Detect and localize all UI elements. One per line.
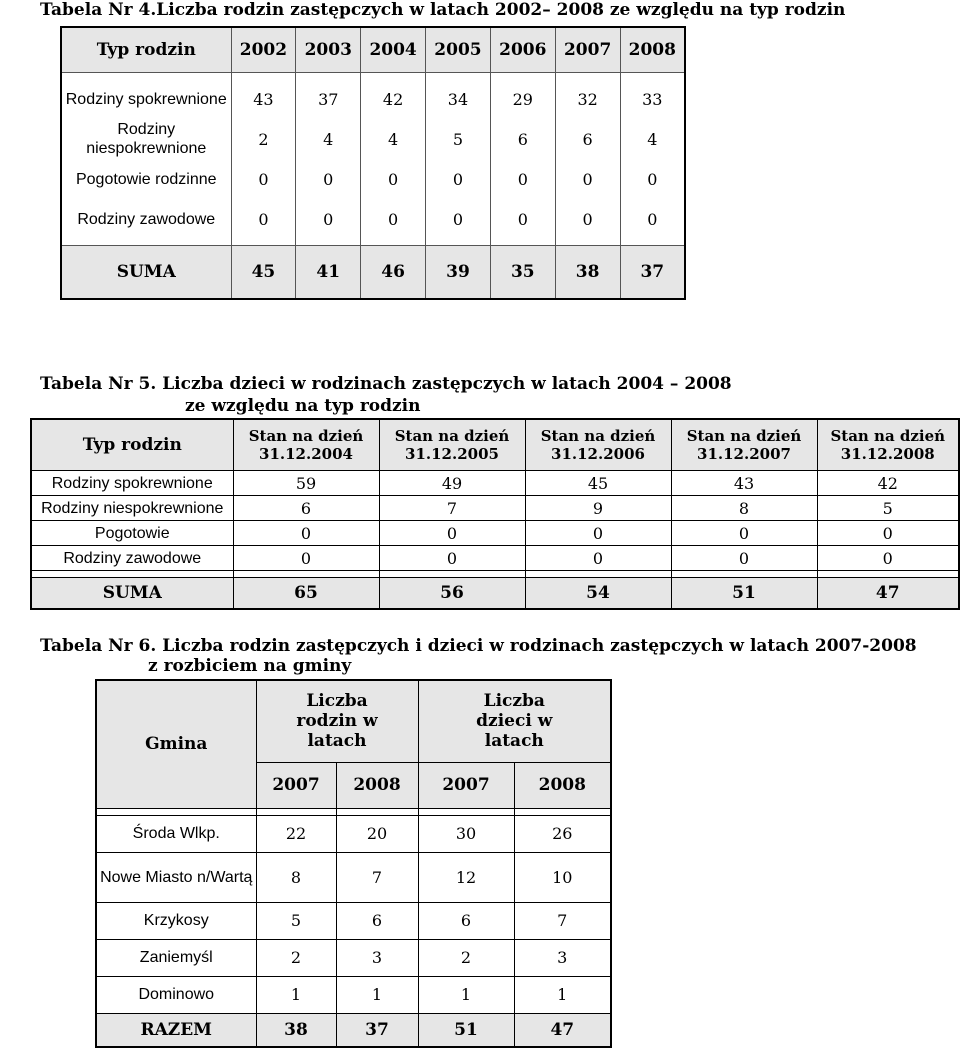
cell: 2 bbox=[231, 119, 296, 159]
cell: 0 bbox=[233, 546, 379, 571]
table5-header-date: Stan na dzień 31.12.2008 bbox=[817, 419, 959, 471]
cell: 6 bbox=[336, 902, 418, 939]
sum-cell: 41 bbox=[296, 246, 361, 300]
table5-header-type: Typ rodzin bbox=[31, 419, 233, 471]
row-label: Rodziny spokrewnione bbox=[61, 79, 231, 119]
cell: 1 bbox=[514, 976, 611, 1013]
cell: 34 bbox=[426, 79, 491, 119]
cell: 8 bbox=[256, 852, 336, 902]
cell: 30 bbox=[418, 815, 514, 852]
sum-cell: 35 bbox=[490, 246, 555, 300]
row-label: Dominowo bbox=[96, 976, 256, 1013]
cell: 0 bbox=[525, 521, 671, 546]
row-label: Krzykosy bbox=[96, 902, 256, 939]
table-row bbox=[61, 159, 685, 199]
table4 bbox=[60, 26, 686, 300]
table5 bbox=[30, 418, 960, 610]
row-label: Rodziny zawodowe bbox=[61, 199, 231, 239]
row-label: Nowe Miasto n/Wartą bbox=[96, 852, 256, 902]
row-label: Rodziny niespokrewnione bbox=[31, 496, 233, 521]
table4-header-year: 2005 bbox=[426, 27, 491, 73]
cell: 5 bbox=[426, 119, 491, 159]
table4-header-type: Typ rodzin bbox=[61, 27, 231, 73]
table5-header-date: Stan na dzień 31.12.2006 bbox=[525, 419, 671, 471]
cell: 0 bbox=[490, 199, 555, 239]
cell: 0 bbox=[361, 199, 426, 239]
cell: 0 bbox=[426, 159, 491, 199]
cell: 3 bbox=[514, 939, 611, 976]
table-row bbox=[96, 815, 611, 852]
table4-header-year: 2004 bbox=[361, 27, 426, 73]
row-label: Zaniemyśl bbox=[96, 939, 256, 976]
sum-cell: 51 bbox=[418, 1013, 514, 1047]
table5-header-date: Stan na dzień 31.12.2004 bbox=[233, 419, 379, 471]
cell: 0 bbox=[231, 199, 296, 239]
table-row bbox=[61, 79, 685, 119]
cell: 42 bbox=[817, 471, 959, 496]
table5-caption-line2: ze względu na typ rodzin bbox=[185, 396, 421, 416]
cell: 20 bbox=[336, 815, 418, 852]
table-row bbox=[31, 546, 959, 571]
cell: 7 bbox=[336, 852, 418, 902]
cell: 6 bbox=[490, 119, 555, 159]
row-label: Pogotowie bbox=[31, 521, 233, 546]
table5-sum-row bbox=[31, 578, 959, 610]
table6-header-year: 2008 bbox=[514, 762, 611, 808]
cell: 45 bbox=[525, 471, 671, 496]
table-row bbox=[31, 521, 959, 546]
cell: 4 bbox=[620, 119, 685, 159]
cell: 1 bbox=[418, 976, 514, 1013]
table6-header-families: Liczba rodzin w latach bbox=[256, 680, 418, 762]
sum-cell: 38 bbox=[256, 1013, 336, 1047]
cell: 42 bbox=[361, 79, 426, 119]
cell: 6 bbox=[555, 119, 620, 159]
table-row bbox=[61, 199, 685, 239]
cell: 4 bbox=[296, 119, 361, 159]
sum-cell: 56 bbox=[379, 578, 525, 610]
row-label: Środa Wlkp. bbox=[96, 815, 256, 852]
table-row bbox=[96, 939, 611, 976]
cell: 0 bbox=[555, 199, 620, 239]
table6-header-year: 2007 bbox=[256, 762, 336, 808]
row-label: Rodziny spokrewnione bbox=[31, 471, 233, 496]
sum-label: RAZEM bbox=[96, 1013, 256, 1047]
cell: 0 bbox=[490, 159, 555, 199]
cell: 0 bbox=[671, 546, 817, 571]
table6-caption: Tabela Nr 6. Liczba rodzin zastępczych i dzieci w rodzinach zastępczych w latach 2007-2008 bbox=[40, 636, 917, 656]
table-row bbox=[31, 496, 959, 521]
cell: 6 bbox=[418, 902, 514, 939]
row-label: Rodziny zawodowe bbox=[31, 546, 233, 571]
sum-cell: 45 bbox=[231, 246, 296, 300]
cell: 0 bbox=[555, 159, 620, 199]
cell: 12 bbox=[418, 852, 514, 902]
row-label: Pogotowie rodzinne bbox=[61, 159, 231, 199]
cell: 0 bbox=[426, 199, 491, 239]
table5-caption: Tabela Nr 5. Liczba dzieci w rodzinach zastępczych w latach 2004 – 2008 bbox=[40, 374, 732, 394]
cell: 7 bbox=[514, 902, 611, 939]
table5-header-date: Stan na dzień 31.12.2007 bbox=[671, 419, 817, 471]
sum-label: SUMA bbox=[31, 578, 233, 610]
cell: 0 bbox=[817, 521, 959, 546]
cell: 1 bbox=[336, 976, 418, 1013]
cell: 43 bbox=[671, 471, 817, 496]
table4-header-year: 2007 bbox=[555, 27, 620, 73]
sum-cell: 39 bbox=[426, 246, 491, 300]
cell: 2 bbox=[418, 939, 514, 976]
cell: 32 bbox=[555, 79, 620, 119]
cell: 9 bbox=[525, 496, 671, 521]
cell: 0 bbox=[817, 546, 959, 571]
cell: 1 bbox=[256, 976, 336, 1013]
cell: 59 bbox=[233, 471, 379, 496]
cell: 0 bbox=[620, 159, 685, 199]
row-label: Rodziny niespokrewnione bbox=[61, 119, 231, 159]
table4-sum-row bbox=[61, 246, 685, 300]
sum-cell: 65 bbox=[233, 578, 379, 610]
cell: 43 bbox=[231, 79, 296, 119]
table-row bbox=[61, 119, 685, 159]
cell: 26 bbox=[514, 815, 611, 852]
table6-header-row bbox=[96, 680, 611, 762]
cell: 8 bbox=[671, 496, 817, 521]
sum-cell: 46 bbox=[361, 246, 426, 300]
table6-header-children: Liczba dzieci w latach bbox=[418, 680, 611, 762]
sum-cell: 37 bbox=[620, 246, 685, 300]
cell: 0 bbox=[671, 521, 817, 546]
cell: 0 bbox=[379, 521, 525, 546]
table5-header-row bbox=[31, 419, 959, 471]
sum-cell: 47 bbox=[817, 578, 959, 610]
cell: 5 bbox=[256, 902, 336, 939]
table-row bbox=[96, 902, 611, 939]
table4-header-year: 2003 bbox=[296, 27, 361, 73]
table5-header-date: Stan na dzień 31.12.2005 bbox=[379, 419, 525, 471]
table4-header-row bbox=[61, 27, 685, 73]
sum-label: SUMA bbox=[61, 246, 231, 300]
cell: 37 bbox=[296, 79, 361, 119]
table6-sum-row bbox=[96, 1013, 611, 1047]
cell: 0 bbox=[620, 199, 685, 239]
cell: 33 bbox=[620, 79, 685, 119]
cell: 0 bbox=[231, 159, 296, 199]
table4-caption: Tabela Nr 4.Liczba rodzin zastępczych w latach 2002– 2008 ze względu na typ rodzin bbox=[40, 0, 846, 20]
table6-header-year: 2008 bbox=[336, 762, 418, 808]
cell: 6 bbox=[233, 496, 379, 521]
cell: 0 bbox=[525, 546, 671, 571]
sum-cell: 47 bbox=[514, 1013, 611, 1047]
table4-header-year: 2002 bbox=[231, 27, 296, 73]
cell: 0 bbox=[361, 159, 426, 199]
cell: 7 bbox=[379, 496, 525, 521]
cell: 5 bbox=[817, 496, 959, 521]
table6-header-gmina: Gmina bbox=[96, 680, 256, 808]
cell: 2 bbox=[256, 939, 336, 976]
table4-header-year: 2008 bbox=[620, 27, 685, 73]
cell: 29 bbox=[490, 79, 555, 119]
table6 bbox=[95, 679, 612, 1048]
cell: 0 bbox=[296, 199, 361, 239]
cell: 22 bbox=[256, 815, 336, 852]
table6-caption-line2: z rozbiciem na gminy bbox=[148, 656, 352, 676]
table6-header-year: 2007 bbox=[418, 762, 514, 808]
cell: 4 bbox=[361, 119, 426, 159]
cell: 3 bbox=[336, 939, 418, 976]
table-row bbox=[31, 471, 959, 496]
sum-cell: 51 bbox=[671, 578, 817, 610]
cell: 0 bbox=[379, 546, 525, 571]
table-row bbox=[96, 976, 611, 1013]
cell: 10 bbox=[514, 852, 611, 902]
cell: 0 bbox=[296, 159, 361, 199]
table-row bbox=[96, 852, 611, 902]
table4-header-year: 2006 bbox=[490, 27, 555, 73]
cell: 0 bbox=[233, 521, 379, 546]
sum-cell: 54 bbox=[525, 578, 671, 610]
cell: 49 bbox=[379, 471, 525, 496]
sum-cell: 38 bbox=[555, 246, 620, 300]
sum-cell: 37 bbox=[336, 1013, 418, 1047]
